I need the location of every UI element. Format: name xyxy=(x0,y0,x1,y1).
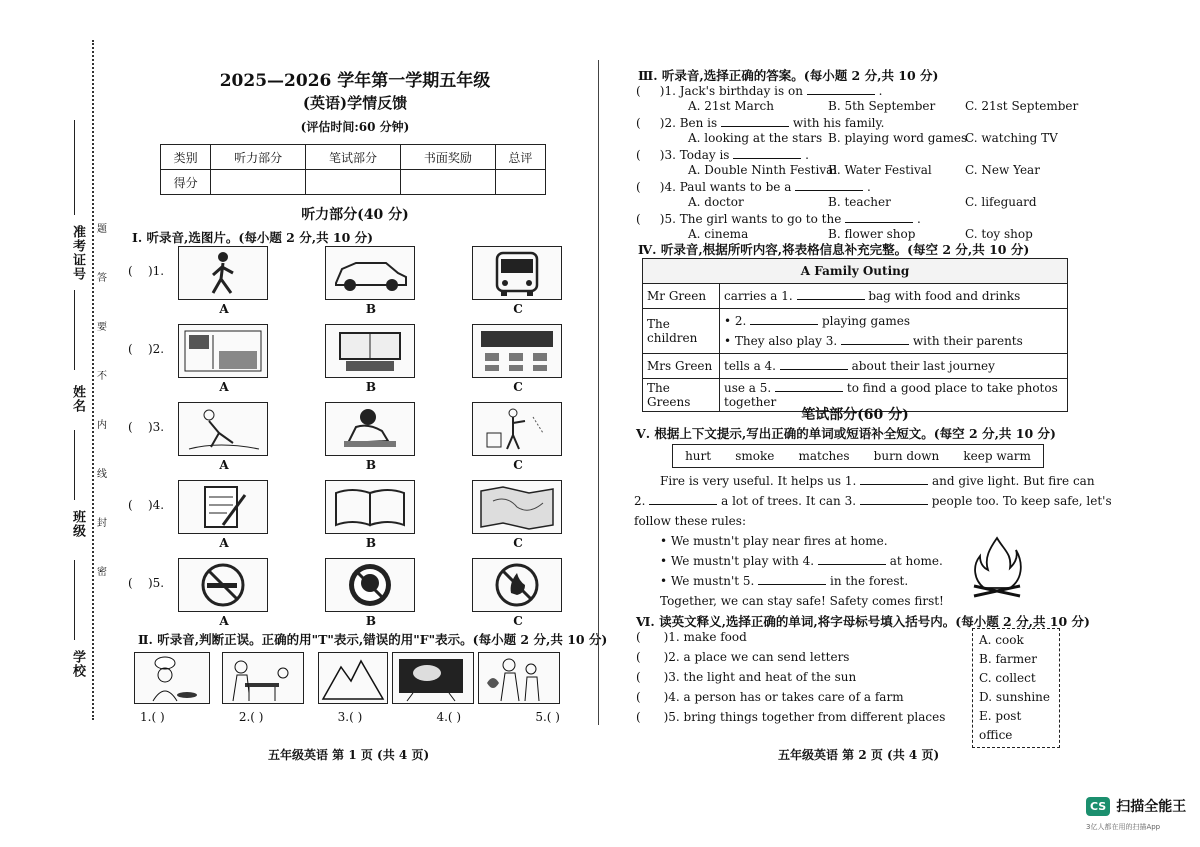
scanner-app-name: 扫描全能王 xyxy=(1116,799,1187,815)
blank-4[interactable] xyxy=(780,359,848,370)
info-text: tells a 4. xyxy=(724,359,776,373)
option-label: B xyxy=(365,380,377,394)
question-blank xyxy=(795,180,863,191)
passage-text: 2. xyxy=(634,494,646,508)
answer-paren-2[interactable]: ( )2. xyxy=(128,342,165,356)
blank-5[interactable] xyxy=(758,574,826,585)
option-label: B xyxy=(365,614,377,628)
gardening-icon xyxy=(179,403,267,455)
option-picture xyxy=(325,402,415,456)
table-cell-info xyxy=(720,309,1068,354)
map-icon xyxy=(473,481,561,533)
writing-section-title: 笔试部分(60 分) xyxy=(801,407,909,423)
question-tail: . xyxy=(867,180,871,194)
exam-title: 2025—2026 学年第一学期五年级 xyxy=(219,71,491,91)
rule-1: • We mustn't play near fires at home. xyxy=(660,534,888,548)
score-header-cell: 听力部分 xyxy=(211,145,306,170)
blank-1[interactable] xyxy=(860,474,928,485)
option-item: C. collect xyxy=(979,671,1036,685)
family-outing-table xyxy=(642,258,1068,412)
definition-item-1[interactable]: ( )1. make food xyxy=(636,630,747,644)
question-tail: with his family. xyxy=(792,116,885,130)
margin-name-line xyxy=(74,290,75,370)
option-label: B xyxy=(365,458,377,472)
option-item: A. cook xyxy=(979,633,1024,647)
mountain-picture xyxy=(318,652,388,704)
word-option: matches xyxy=(798,449,850,463)
blank-3[interactable] xyxy=(860,494,928,505)
margin-school-label: 学校 xyxy=(70,650,85,678)
option-picture xyxy=(325,558,415,612)
seal-char: 内 xyxy=(97,420,107,431)
mc-option[interactable]: C. toy shop xyxy=(965,227,1033,241)
campfire-icon xyxy=(966,534,1028,602)
blank-3[interactable] xyxy=(841,334,909,345)
page-divider xyxy=(598,60,599,725)
table-cell-info xyxy=(720,354,1068,379)
info-text: to find a good place to take photos together xyxy=(724,381,1058,409)
family-table-picture xyxy=(222,652,304,704)
info-text: playing games xyxy=(822,314,910,328)
passage-text: a lot of trees. It can 3. xyxy=(721,494,857,508)
tf-answer-2[interactable]: 2.( ) xyxy=(238,710,264,724)
answer-paren[interactable]: ( xyxy=(636,116,641,130)
word-option: hurt xyxy=(685,449,712,463)
option-label: C xyxy=(513,458,523,472)
margin-class-line xyxy=(74,430,75,500)
margin-name-label: 姓名 xyxy=(70,385,85,413)
question-text: )3. Today is xyxy=(659,148,730,162)
helping-picture xyxy=(478,652,560,704)
passage-text: • We mustn't 5. xyxy=(660,574,755,588)
question-text: )5. The girl wants to go to the xyxy=(659,212,842,226)
question-tail: . xyxy=(805,148,809,162)
mc-option[interactable]: B. flower shop xyxy=(828,227,916,241)
answer-paren-1[interactable]: ( )1. xyxy=(128,264,165,278)
rule-2 xyxy=(660,554,943,568)
passage-text: • We mustn't play with 4. xyxy=(660,554,815,568)
seal-char: 答 xyxy=(97,273,107,284)
passage-text: people too. To keep safe, let's xyxy=(931,494,1112,508)
word-option: keep warm xyxy=(963,449,1031,463)
notepad-pen-icon xyxy=(179,481,267,533)
tf-answer-5[interactable]: 5.( ) xyxy=(535,710,560,724)
blank-1[interactable] xyxy=(797,289,865,300)
word-option: smoke xyxy=(735,449,775,463)
car-icon xyxy=(326,247,414,299)
mc-option[interactable]: B. teacher xyxy=(828,195,891,209)
margin-exam-id-label: 准考证号 xyxy=(70,225,85,281)
option-item: B. farmer xyxy=(979,652,1037,666)
table-row xyxy=(643,309,1068,354)
option-label: C xyxy=(513,380,523,394)
table-row xyxy=(643,284,1068,309)
people-helping-icon xyxy=(479,653,559,703)
info-text: with their parents xyxy=(912,334,1023,348)
info-text: use a 5. xyxy=(724,381,772,395)
passage-text: at home. xyxy=(889,554,943,568)
info-text: about their last journey xyxy=(851,359,995,373)
definition-options-box xyxy=(972,628,1060,748)
score-header-cell: 类别 xyxy=(161,145,211,170)
score-header-cell: 总评 xyxy=(495,145,545,170)
seal-char: 密 xyxy=(97,567,107,578)
option-item: E. post office xyxy=(979,709,1022,742)
section4-heading: Ⅳ. 听录音,根据所听内容,将表格信息补充完整。(每空 2 分,共 10 分) xyxy=(638,242,1030,257)
passage-text: Fire is very useful. It helps us 1. xyxy=(660,474,857,488)
option-picture xyxy=(472,480,562,534)
seal-char: 要 xyxy=(97,322,107,333)
option-picture xyxy=(472,246,562,300)
binding-dotted-line xyxy=(92,40,94,720)
answer-paren-5[interactable]: ( )5. xyxy=(128,576,165,590)
exam-time-note: (评估时间:60 分钟) xyxy=(300,120,410,134)
option-label: A xyxy=(219,458,229,472)
answer-paren[interactable]: ( xyxy=(636,84,641,98)
score-cell-listening[interactable] xyxy=(211,170,306,195)
answer-paren[interactable]: ( xyxy=(636,180,641,194)
score-value-row xyxy=(161,170,546,195)
question-tail: . xyxy=(916,212,921,226)
option-label: C xyxy=(513,302,523,316)
answer-paren-3[interactable]: ( )3. xyxy=(128,420,165,434)
question-text: )4. Paul wants to be a xyxy=(659,180,792,194)
rule-3 xyxy=(660,574,908,588)
mc-option[interactable]: C. watching TV xyxy=(965,131,1058,145)
question-blank xyxy=(845,212,913,223)
definition-item-4[interactable]: ( )4. a person has or takes care of a farm xyxy=(636,690,904,704)
chef-picture xyxy=(134,652,210,704)
option-label: B xyxy=(365,302,377,316)
option-label: C xyxy=(513,614,523,628)
score-header-cell: 笔试部分 xyxy=(306,145,401,170)
option-picture xyxy=(325,246,415,300)
mc-option[interactable]: B. Water Festival xyxy=(828,163,932,177)
score-cell-writing[interactable] xyxy=(306,170,401,195)
passage-text: and give light. But fire can xyxy=(931,474,1095,488)
score-cell-total[interactable] xyxy=(495,170,545,195)
seal-char: 不 xyxy=(97,371,107,382)
margin-exam-id-line xyxy=(74,120,75,215)
table-cell-who: Mrs Green xyxy=(643,354,720,379)
score-row-label: 得分 xyxy=(161,170,211,195)
mc-option[interactable]: A. looking at the stars xyxy=(688,131,823,145)
family-outing-title: A Family Outing xyxy=(643,259,1068,284)
passage-line-2 xyxy=(634,494,1112,508)
mc-question-2 xyxy=(636,116,885,130)
mc-option[interactable]: C. lifeguard xyxy=(965,195,1037,209)
option-picture xyxy=(178,246,268,300)
no-fire-icon xyxy=(473,559,561,611)
margin-class-label: 班级 xyxy=(70,510,85,538)
section5-heading: Ⅴ. 根据上下文提示,写出正确的单词或短语补全短文。(每空 2 分,共 10 分) xyxy=(636,426,1056,441)
mc-question-1 xyxy=(636,84,882,98)
passage-line-1 xyxy=(660,474,1095,488)
mc-option[interactable]: C. 21st September xyxy=(965,99,1079,113)
option-picture xyxy=(325,480,415,534)
mc-option[interactable]: A. Double Ninth Festival xyxy=(688,163,838,177)
definition-item-3[interactable]: ( )3. the light and heat of the sun xyxy=(636,670,857,684)
mc-option[interactable]: A. cinema xyxy=(688,227,749,241)
info-text: carries a 1. xyxy=(724,289,793,303)
mc-option[interactable]: B. 5th September xyxy=(828,99,936,113)
blank-2[interactable] xyxy=(649,494,717,505)
campfire-picture xyxy=(966,534,1028,602)
option-picture xyxy=(325,324,415,378)
listening-section-title: 听力部分(40 分) xyxy=(301,207,409,223)
question-text: )1. Jack's birthday is on xyxy=(659,84,803,98)
option-picture xyxy=(472,324,562,378)
word-bank xyxy=(672,444,1044,468)
student-writing-icon xyxy=(326,403,414,455)
kitchen-icon xyxy=(179,325,267,377)
option-picture xyxy=(178,324,268,378)
option-label: A xyxy=(219,614,229,628)
walking-person-icon xyxy=(179,247,267,299)
definition-item-5[interactable]: ( )5. bring things together from different places xyxy=(636,710,946,724)
option-picture xyxy=(472,558,562,612)
score-cell-bonus[interactable] xyxy=(400,170,495,195)
score-header-cell: 书面奖励 xyxy=(400,145,495,170)
passage-text: in the forest. xyxy=(830,574,909,588)
no-talking-icon xyxy=(326,559,414,611)
question-blank xyxy=(807,84,875,95)
answer-paren[interactable]: ( xyxy=(636,148,641,162)
question-tail: . xyxy=(878,84,883,98)
mc-question-4 xyxy=(636,180,871,194)
mc-option[interactable]: C. New Year xyxy=(965,163,1040,177)
answer-paren[interactable]: ( xyxy=(636,212,641,226)
tf-answer-4[interactable]: 4.( ) xyxy=(436,710,462,724)
tv-picture xyxy=(392,652,474,704)
answer-paren-4[interactable]: ( )4. xyxy=(128,498,165,512)
chef-icon xyxy=(135,653,209,703)
blank-2[interactable] xyxy=(750,314,818,325)
family-table-icon xyxy=(223,653,303,703)
mountain-icon xyxy=(319,653,387,703)
info-text: bag with food and drinks xyxy=(868,289,1021,303)
section3-heading: Ⅲ. 听录音,选择正确的答案。(每小题 2 分,共 10 分) xyxy=(638,68,939,83)
seal-char: 题 xyxy=(97,224,107,235)
option-label: A xyxy=(219,380,229,394)
table-cell-who: The Greens xyxy=(643,379,720,412)
passage-closing: Together, we can stay safe! Safety comes first! xyxy=(660,594,944,608)
option-label: A xyxy=(219,302,229,316)
question-blank xyxy=(733,148,801,159)
option-label: A xyxy=(219,536,229,550)
seal-instruction xyxy=(97,220,107,578)
option-picture xyxy=(178,480,268,534)
passage-line-3: follow these rules: xyxy=(634,514,746,528)
left-page-footer: 五年级英语 第 1 页 (共 4 页) xyxy=(268,748,430,762)
question-text: )2. Ben is xyxy=(659,116,718,130)
mc-question-3 xyxy=(636,148,809,162)
classroom-icon xyxy=(473,325,561,377)
question-blank xyxy=(721,116,789,127)
margin-school-line xyxy=(74,560,75,640)
table-cell-who: Mr Green xyxy=(643,284,720,309)
definition-item-2[interactable]: ( )2. a place we can send letters xyxy=(636,650,850,664)
table-cell-info xyxy=(720,284,1068,309)
scanner-tagline: 3亿人都在用的扫描App xyxy=(1086,823,1161,831)
right-page-footer: 五年级英语 第 2 页 (共 4 页) xyxy=(778,748,940,762)
option-item: D. sunshine xyxy=(979,690,1050,704)
section6-heading: Ⅵ. 读英文释义,选择正确的单词,将字母标号填入括号内。(每小题 2 分,共 10 分) xyxy=(636,614,1090,629)
mc-question-5 xyxy=(636,212,921,226)
window-room-icon xyxy=(326,325,414,377)
mc-option[interactable]: A. doctor xyxy=(688,195,744,209)
table-row xyxy=(643,354,1068,379)
section1-heading: Ⅰ. 听录音,选图片。(每小题 2 分,共 10 分) xyxy=(132,230,374,245)
option-picture xyxy=(178,402,268,456)
no-smoking-icon xyxy=(179,559,267,611)
tf-answer-3[interactable]: 3.( ) xyxy=(337,710,363,724)
bus-icon xyxy=(473,247,561,299)
mc-option[interactable]: A. 21st March xyxy=(688,99,774,113)
option-label: C xyxy=(513,536,523,550)
mc-option[interactable]: B. playing word games xyxy=(828,131,968,145)
seal-char: 线 xyxy=(97,469,107,480)
score-header-row xyxy=(161,145,546,170)
blank-5[interactable] xyxy=(775,381,843,392)
blank-4[interactable] xyxy=(818,554,886,565)
scanner-logo-icon: CS xyxy=(1086,797,1110,816)
info-text: • They also play 3. xyxy=(724,334,838,348)
exam-subtitle: (英语)学情反馈 xyxy=(302,94,408,112)
tf-answer-1[interactable]: 1.( ) xyxy=(140,710,165,724)
section2-heading: Ⅱ. 听录音,判断正误。正确的用"T"表示,错误的用"F"表示。(每小题 2 分,共 10 分) xyxy=(138,632,608,647)
open-book-icon xyxy=(326,481,414,533)
option-picture xyxy=(472,402,562,456)
tv-icon xyxy=(393,653,473,703)
watering-icon xyxy=(473,403,561,455)
section2-answer-row xyxy=(140,710,560,724)
word-option: burn down xyxy=(873,449,940,463)
info-text: • 2. xyxy=(724,314,747,328)
seal-char: 封 xyxy=(97,518,107,529)
option-picture xyxy=(178,558,268,612)
table-cell-who: The children xyxy=(643,309,720,354)
option-label: B xyxy=(365,536,377,550)
scanner-watermark xyxy=(1086,796,1186,816)
score-table xyxy=(160,144,546,195)
